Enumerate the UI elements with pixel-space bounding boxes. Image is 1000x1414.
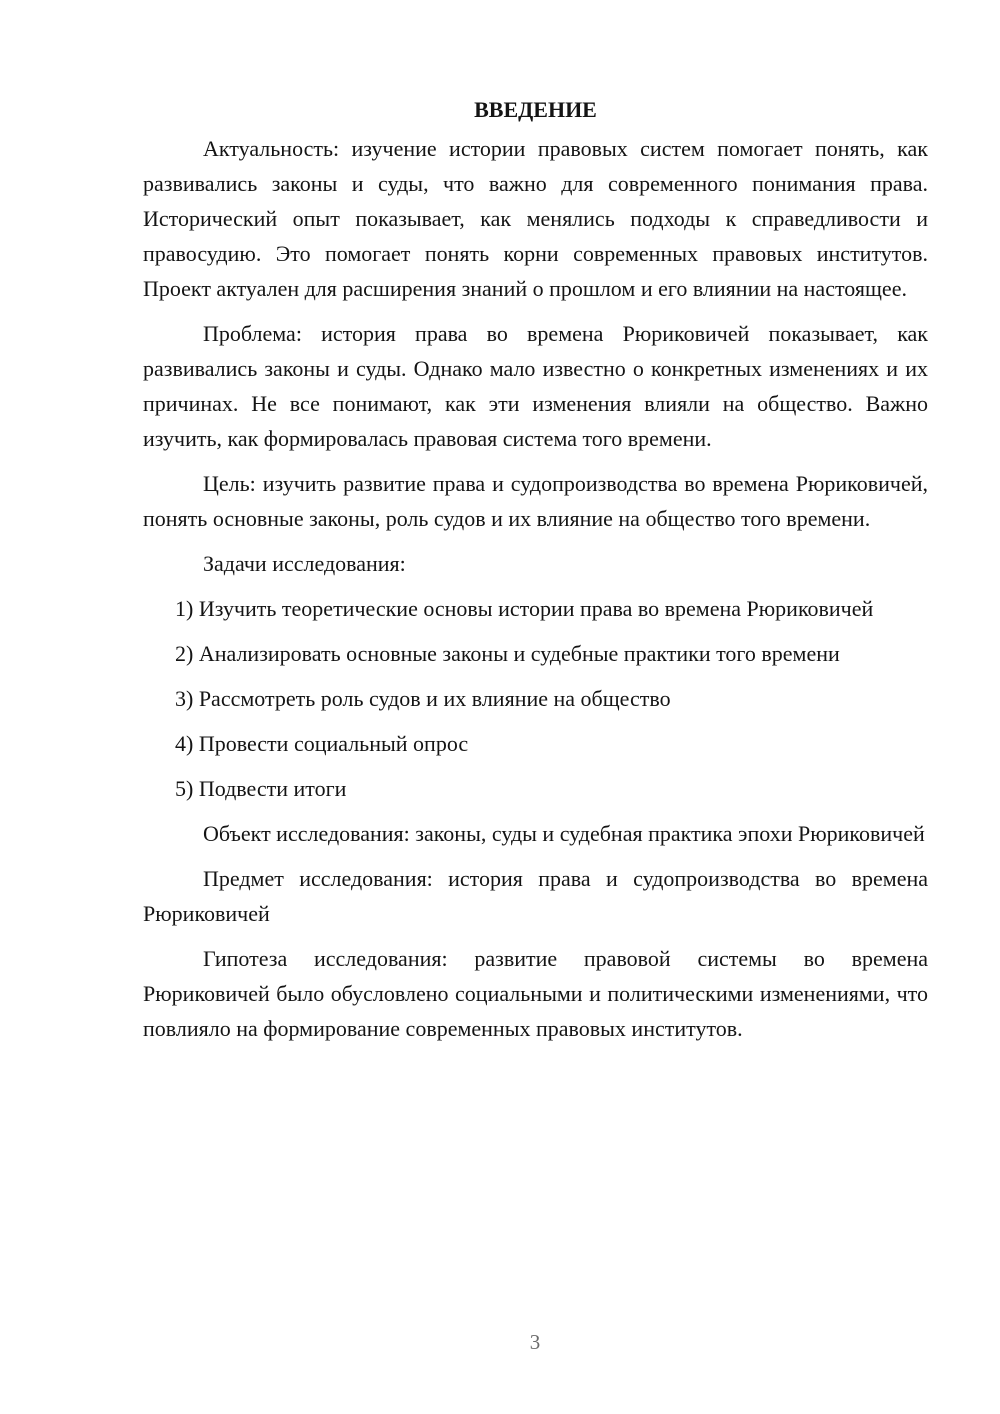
relevance-paragraph: Актуальность: изучение истории правовых систем помогает понять, как развивались законы и суды, что важно для современного понимания права. Исторический опыт показывает, как менялись подходы к справедливости и правосудию. Это помогает понять корни современных правовых институтов. Проект актуален для расширения знаний о прошлом и его влиянии на настоящее. [143, 136, 928, 301]
page-number: 3 [529, 1330, 541, 1354]
subject-paragraph: Предмет исследования: история права и судопроизводства во времена Рюриковичей [143, 866, 928, 926]
task-item-5: 5) Подвести итоги [175, 776, 347, 801]
object-paragraph: Объект исследования: законы, суды и судебная практика эпохи Рюриковичей [203, 821, 925, 846]
hypothesis-paragraph: Гипотеза исследования: развитие правовой системы во времена Рюриковичей было обусловлено социальными и политическими изменениями, что повлияло на формирование современных правовых институтов. [143, 946, 928, 1041]
problem-paragraph: Проблема: история права во времена Рюриковичей показывает, как развивались законы и суды. Однако мало известно о конкретных изменениях и их причинах. Не все понимают, как эти изменения влияли на общество. Важно изучить, как формировалась правовая система того времени. [143, 321, 928, 451]
task-item-2: 2) Анализировать основные законы и судебные практики того времени [175, 641, 840, 666]
task-item-1: 1) Изучить теоретические основы истории права во времена Рюриковичей [175, 596, 874, 621]
goal-paragraph: Цель: изучить развитие права и судопроизводства во времена Рюриковичей, понять основные законы, роль судов и их влияние на общество того времени. [143, 471, 928, 531]
task-item-4: 4) Провести социальный опрос [175, 731, 469, 756]
task-item-3: 3) Рассмотреть роль судов и их влияние на общество [175, 686, 671, 711]
section-heading: ВВЕДЕНИЕ [474, 97, 597, 122]
tasks-title: Задачи исследования: [203, 551, 406, 576]
page-content [143, 92, 928, 1056]
